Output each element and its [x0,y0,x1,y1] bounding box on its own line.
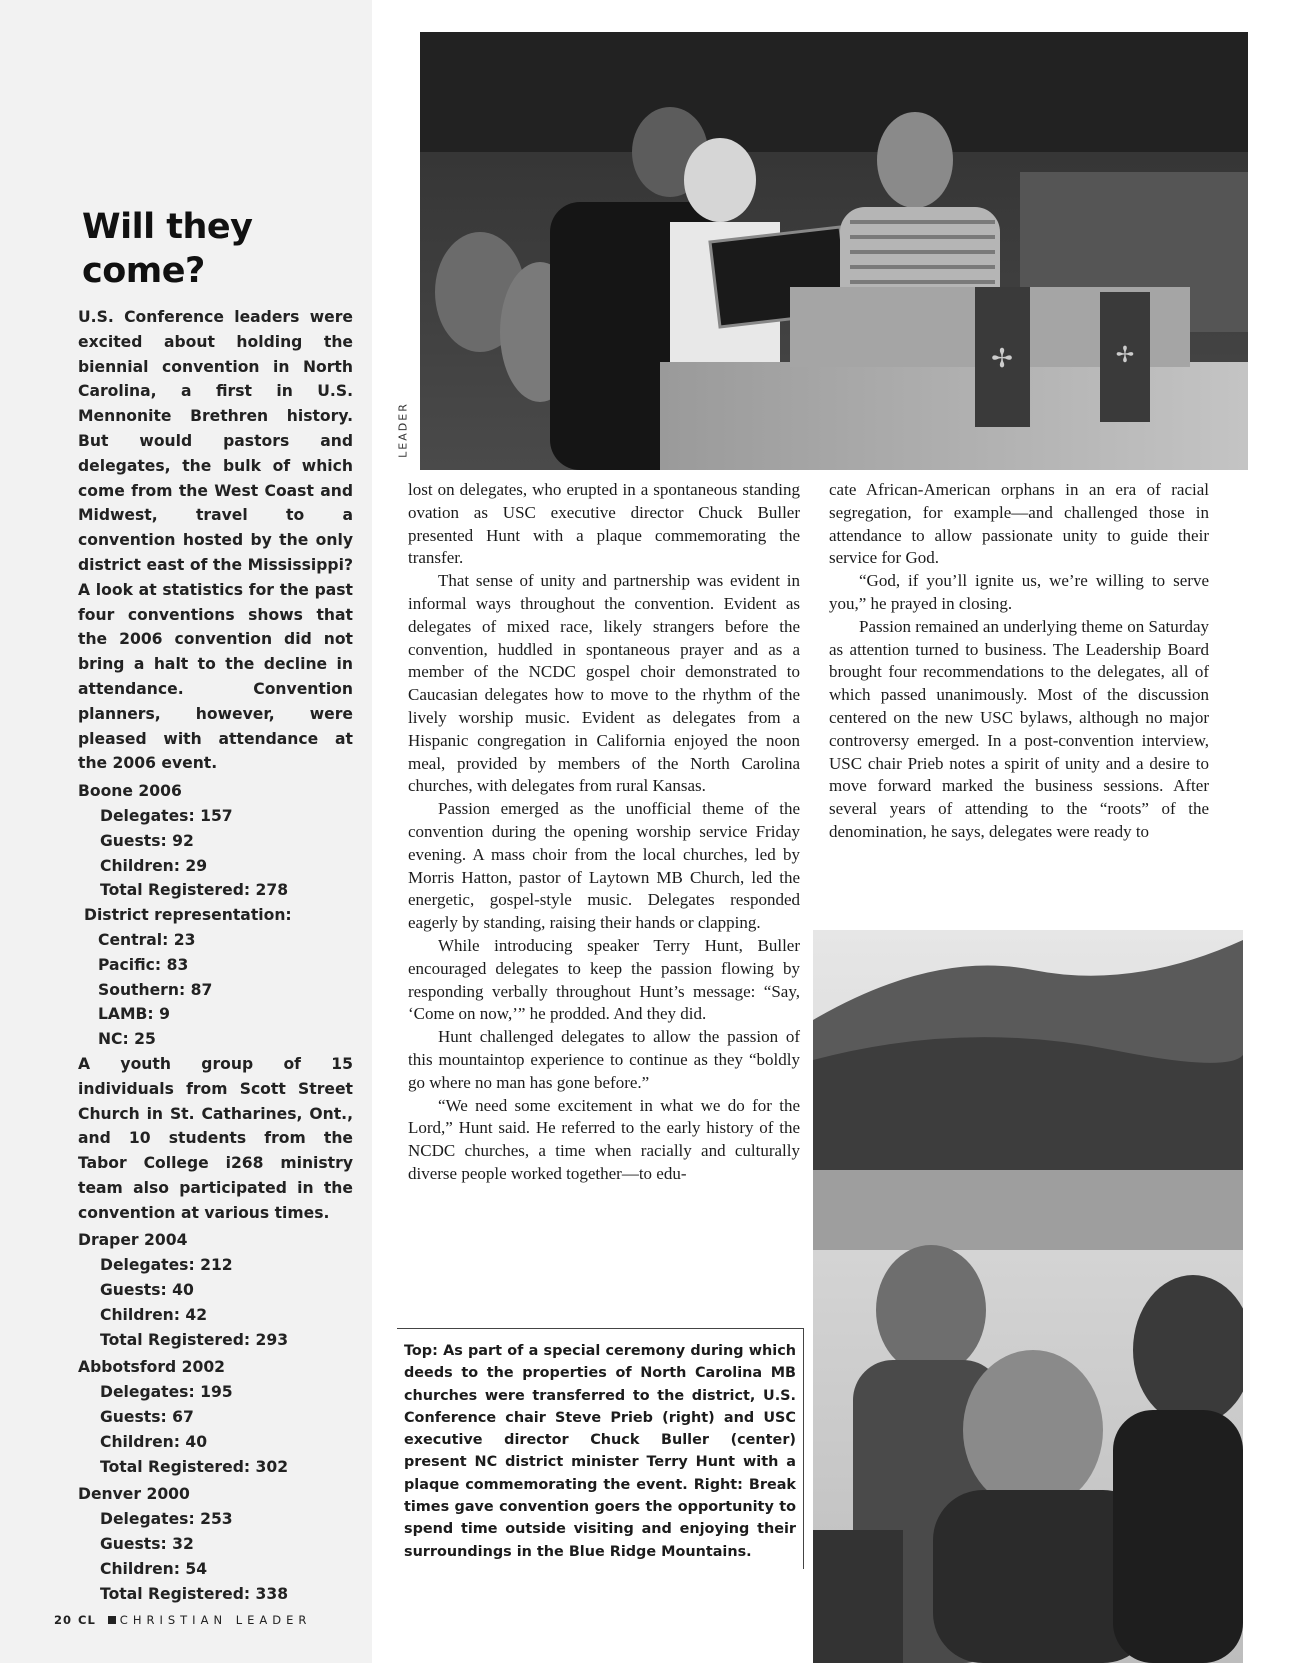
sidebar-statistics [78,205,353,1606]
svg-text:✢: ✢ [991,344,1013,374]
stat-line: Total Registered: 293 [100,1330,289,1349]
youth-note: A youth group of 15 individuals from Scott Street Church in St. Catharines, Ont., and 10 students from the Tabor College i268 ministry team also participated in the convention at various times. [78,1054,353,1222]
stat-line: Guests: 67 [100,1408,194,1427]
abbotsford-heading: Abbotsford 2002 [78,1358,226,1377]
stat-line: Children: 42 [100,1305,208,1324]
stat-line: Children: 29 [100,856,208,875]
stat-line: Delegates: 157 [100,806,233,825]
magazine-name: CHRISTIAN LEADER [119,1613,312,1627]
article-paragraph: “God, if you’ll ignite us, we’re willing to serve you,” he prayed in closing. [829,571,1209,613]
district-heading: District representation: [84,906,292,925]
article-column-2 [829,479,1209,844]
stat-line: Total Registered: 338 [100,1584,289,1603]
outdoor-photo [813,930,1243,1663]
sidebar-intro: U.S. Conference leaders were excited about holding the biennial convention in North Carolina, a first in U.S. Mennonite Brethren history. But would pastors and delegates, the bulk of which come from the West Coast and Midwest, travel to a convention hosted by the only district east of the Mississippi? A look at statistics for the past four conventions shows that the 2006 convention did not bring a halt to the decline in attendance. Convention planners, however, were pleased with attendance at the 2006 event. [78,308,353,773]
district-line: LAMB: 9 [98,1005,170,1024]
stat-line: Guests: 40 [100,1281,194,1300]
page-number: 20 [54,1613,73,1627]
stat-line: Delegates: 212 [100,1256,233,1275]
article-paragraph: That sense of unity and partnership was evident in informal ways throughout the convention. Evident as delegates of mixed race, likely strangers before the convention, huddled in spontaneous prayer and as a member of the NCDC gospel choir demonstrated to Caucasian delegates how to move to the rhythm of the lively worship music. Evident as delegates from a Hispanic congregation in California enjoyed the noon meal, provided by members of the North Carolina churches, with delegates from rural Kansas. [408,571,800,796]
stat-line: Children: 54 [100,1559,208,1578]
article-paragraph: lost on delegates, who erupted in a spontaneous standing ovation as USC executive director Chuck Buller presented Hunt with a plaque commemorating the transfer. [408,480,800,568]
page-footer [54,1613,311,1627]
district-line: Southern: 87 [98,980,213,999]
ceremony-photo [420,32,1248,470]
district-line: Central: 23 [98,930,196,949]
draper-heading: Draper 2004 [78,1231,188,1250]
stat-line: Guests: 32 [100,1535,194,1554]
stat-line: Delegates: 253 [100,1510,233,1529]
boone-heading: Boone 2006 [78,782,182,801]
photo-credit: LEADER [396,402,410,458]
article-paragraph: “We need some excitement in what we do for the Lord,” Hunt said. He referred to the early history of the NCDC churches, a time when racially and culturally diverse people worked together—to edu- [408,1095,800,1183]
article-paragraph: Passion emerged as the unofficial theme of the convention during the opening worship service Friday evening. A mass choir from the local churches, led by Morris Hatton, pastor of Laytown MB Church, led the energetic, gospel-style music. Delegates responded eagerly by standing, raising their hands or clapping. [408,799,800,933]
article-paragraph: cate African-American orphans in an era of racial segregation, for example—and challenged those in attendance to allow passionate unity to guide their service for God. [829,480,1209,568]
stat-line: Delegates: 195 [100,1383,233,1402]
stat-line: Guests: 92 [100,831,194,850]
svg-text:✢: ✢ [1115,343,1135,368]
denver-heading: Denver 2000 [78,1485,190,1504]
square-bullet-icon [108,1616,116,1624]
footer-cl: CL [78,1613,96,1627]
stat-line: Children: 40 [100,1432,208,1451]
article-paragraph: While introducing speaker Terry Hunt, Buller encouraged delegates to keep the passion flowing by responding verbally throughout Hunt’s message: “Say, ‘Come on now,’” he prodded. And they did. [408,935,800,1024]
photo-caption: Top: As part of a special ceremony during which deeds to the properties of North Carolina MB churches were transferred to the district, U.S. Conference chair Steve Prieb (right) and USC executive director Chuck Buller (center) present NC district minister Terry Hunt with a plaque commemorating the event. Right: Break times gave convention goers the opportunity to spend time outside visiting and enjoying their surroundings in the Blue Ridge Mountains. [404,1343,796,1560]
article-paragraph: Passion remained an underlying theme on Saturday as attention turned to business. The Leadership Board brought four recommendations to the delegates, all of which passed unanimously. Most of the discussion centered on the new USC bylaws, although no major controversy emerged. In a post-convention interview, USC chair Prieb notes a spirit of unity and a desire to move forward marked the business sessions. After several years of attending to the “roots” of the denomination, he says, delegates were ready to [829,616,1209,841]
district-line: NC: 25 [98,1030,156,1049]
article-column-1 [408,479,800,1186]
district-line: Pacific: 83 [98,955,189,974]
stat-line: Total Registered: 278 [100,881,289,900]
article-paragraph: Hunt challenged delegates to allow the passion of this mountaintop experience to continue as they “boldly go where no man has gone before.” [408,1027,800,1092]
sidebar-title: Will they come? [82,207,253,291]
stat-line: Total Registered: 302 [100,1457,289,1476]
